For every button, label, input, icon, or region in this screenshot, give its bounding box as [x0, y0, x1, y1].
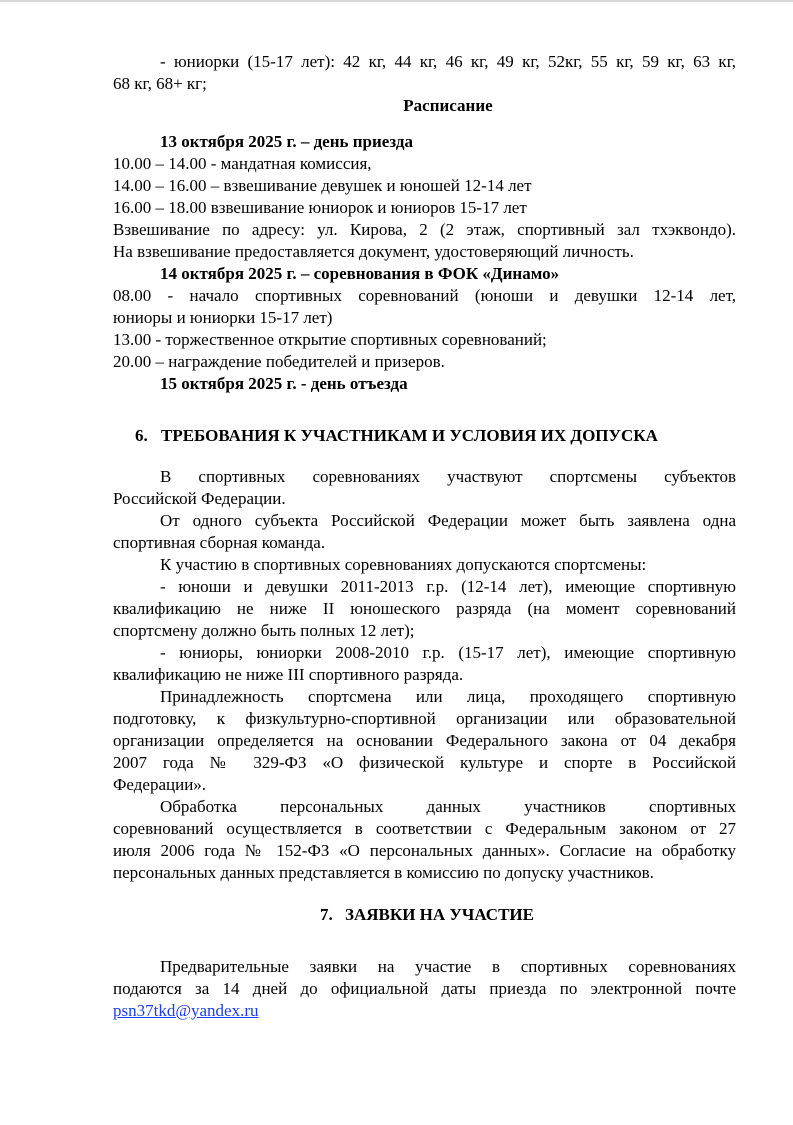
juniors-female-categories-line2: 68 кг, 68+ кг; [113, 74, 207, 93]
section6-line: К участию в спортивных соревнованиях допускаются спортсмены: [160, 555, 647, 574]
section6-line: 2007 года № 329-ФЗ «О физической культуре и спорте в Российской [113, 753, 736, 772]
day2-item-3: 20.00 – награждение победителей и призеров. [113, 352, 445, 371]
day1-item-3: 16.00 – 18.00 взвешивание юниорок и юниоров 15-17 лет [113, 198, 527, 217]
day3-heading: 15 октября 2025 г. - день отъезда [160, 374, 408, 393]
schedule-title: Расписание [403, 96, 493, 115]
section6-line: В спортивных соревнованиях участвуют спортсмены субъектов [160, 467, 736, 486]
section6-line: подготовку, к физкультурно-спортивной организации или образовательной [113, 709, 736, 728]
day2-item-1-line2: юниоры и юниорки 15-17 лет) [113, 308, 333, 327]
weighing-address: Взвешивание по адресу: ул. Кирова, 2 (2 этаж, спортивный зал тхэквондо). [113, 220, 736, 239]
day2-heading: 14 октября 2025 г. – соревнования в ФОК «Динамо» [160, 264, 560, 283]
section6-line: спортсмену должно быть полных 12 лет); [113, 621, 415, 640]
section7-title: ЗАЯВКИ НА УЧАСТИЕ [345, 905, 534, 924]
page-top-edge [0, 0, 793, 2]
section6-line: спортивная сборная команда. [113, 533, 326, 552]
email-link[interactable]: psn37tkd@yandex.ru [113, 1001, 259, 1020]
section6-line: От одного субъекта Российской Федерации может быть заявлена одна [160, 511, 736, 530]
section6-line: соревнований осуществляется в соответствии с Федеральным законом от 27 [113, 819, 736, 838]
day1-item-1: 10.00 – 14.00 - мандатная комиссия, [113, 154, 372, 173]
day2-item-2: 13.00 - торжественное открытие спортивных соревнований; [113, 330, 547, 349]
section6-line: организации определяется на основании Федерального закона от 04 декабря [113, 731, 736, 750]
section6-line: Федерации». [113, 775, 207, 794]
section7-line1: Предварительные заявки на участие в спортивных соревнованиях [160, 957, 736, 976]
section6-title: ТРЕБОВАНИЯ К УЧАСТНИКАМ И УСЛОВИЯ ИХ ДОПУСКА [161, 426, 658, 445]
section6-number: 6. [135, 426, 148, 445]
section6-line: Принадлежность спортсмена или лица, проходящего спортивную [160, 687, 736, 706]
section6-line: июля 2006 года № 152-ФЗ «О персональных данных». Согласие на обработку [113, 841, 736, 860]
section6-line: - юниоры, юниорки 2008-2010 г.р. (15-17 лет), имеющие спортивную [160, 643, 736, 662]
section6-line: персональных данных представляется в комиссию по допуску участников. [113, 863, 654, 882]
day1-heading: 13 октября 2025 г. – день приезда [160, 132, 413, 151]
section6-line: - юноши и девушки 2011-2013 г.р. (12-14 лет), имеющие спортивную [160, 577, 736, 596]
section6-line: Российской Федерации. [113, 489, 286, 508]
section6-line: квалификацию не ниже III спортивного разряда. [113, 665, 464, 684]
day2-item-1-line1: 08.00 - начало спортивных соревнований (юноши и девушки 12-14 лет, [113, 286, 736, 305]
section6-line: Обработка персональных данных участников спортивных [160, 797, 736, 816]
section7-line2: подаются за 14 дней до официальной даты приезда по электронной почте [113, 979, 736, 998]
day1-item-2: 14.00 – 16.00 – взвешивание девушек и юношей 12-14 лет [113, 176, 532, 195]
juniors-female-categories-line1: - юниорки (15-17 лет): 42 кг, 44 кг, 46 кг, 49 кг, 52кг, 55 кг, 59 кг, 63 кг, [160, 52, 736, 71]
weighing-document: На взвешивание предоставляется документ, удостоверяющий личность. [113, 242, 634, 261]
section7-number: 7. [320, 905, 333, 924]
section6-line: квалификацию не ниже II юношеского разряда (на момент соревнований [113, 599, 736, 618]
